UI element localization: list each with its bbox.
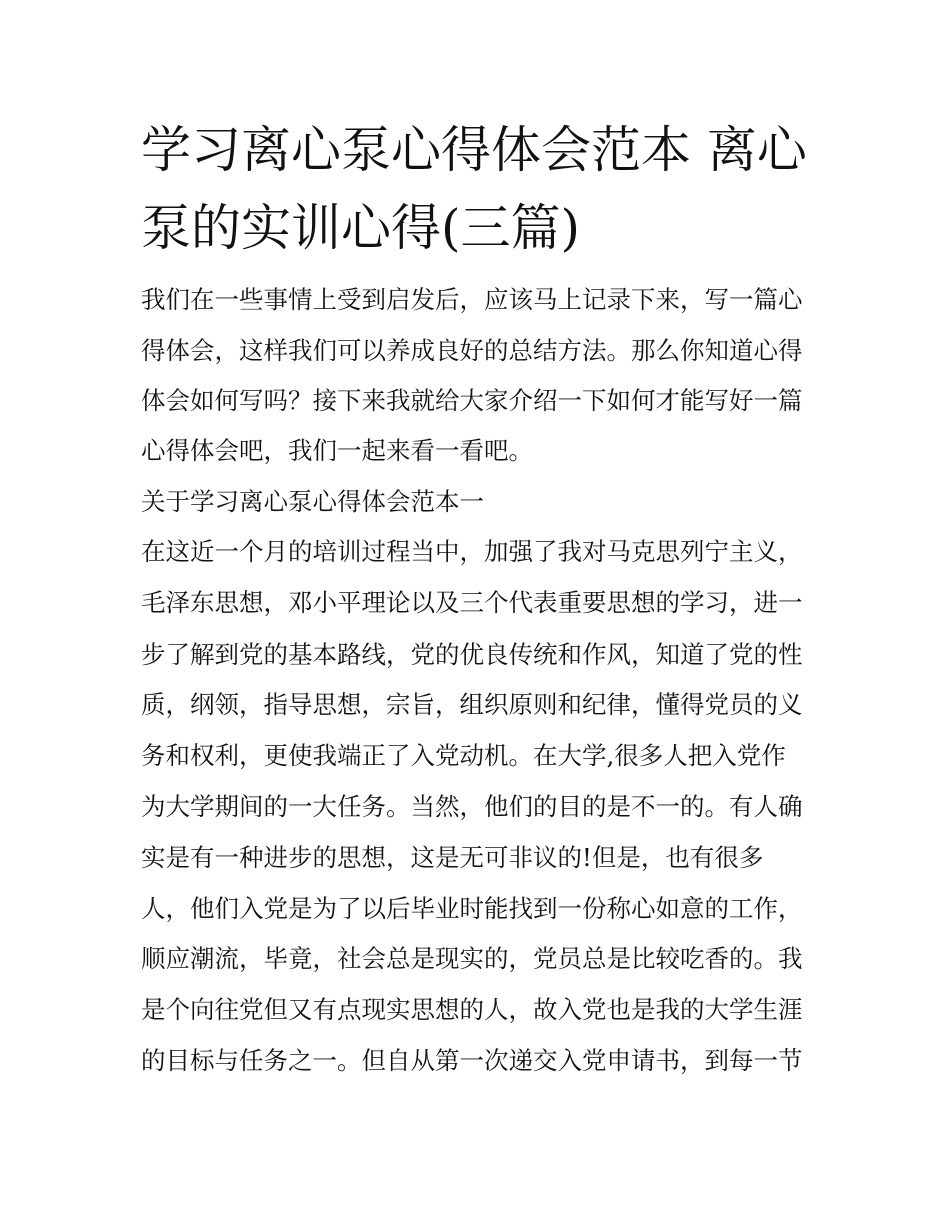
- body-line-9: 顺应潮流，毕竟，社会总是现实的，党员总是比较吃香的。我: [141, 944, 803, 973]
- body-line-2: 毛泽东思想，邓小平理论以及三个代表重要思想的学习，进一: [141, 588, 803, 617]
- intro-line-2: 得体会，这样我们可以养成良好的总结方法。那么你知道心得: [141, 336, 803, 365]
- intro-line-4: 心得体会吧，我们一起来看一看吧。: [141, 436, 533, 465]
- document-title-line-2: 泵的实训心得(三篇): [141, 199, 581, 257]
- body-line-4: 质，纲领，指导思想，宗旨，组织原则和纪律，懂得党员的义: [141, 690, 803, 719]
- body-line-1: 在这近一个月的培训过程当中，加强了我对马克思列宁主义，: [141, 537, 803, 566]
- body-line-11: 的目标与任务之一。但自从第一次递交入党申请书，到每一节: [141, 1046, 803, 1075]
- section-heading: 关于学习离心泵心得体会范本一: [141, 487, 484, 516]
- body-line-7: 实是有一种进步的思想，这是无可非议的!但是，也有很多: [141, 843, 764, 872]
- intro-line-1: 我们在一些事情上受到启发后，应该马上记录下来，写一篇心: [141, 285, 803, 314]
- document-title-line-1: 学习离心泵心得体会范本 离心: [141, 121, 807, 179]
- body-line-5: 务和权利，更使我端正了入党动机。在大学,很多人把入党作: [141, 741, 786, 770]
- body-line-8: 人，他们入党是为了以后毕业时能找到一份称心如意的工作，: [141, 894, 803, 923]
- body-line-6: 为大学期间的一大任务。当然，他们的目的是不一的。有人确: [141, 792, 803, 821]
- intro-line-3: 体会如何写吗？接下来我就给大家介绍一下如何才能写好一篇: [141, 386, 803, 415]
- body-line-10: 是个向往党但又有点现实思想的人，故入党也是我的大学生涯: [141, 995, 803, 1024]
- body-line-3: 步了解到党的基本路线，党的优良传统和作风，知道了党的性: [141, 640, 803, 669]
